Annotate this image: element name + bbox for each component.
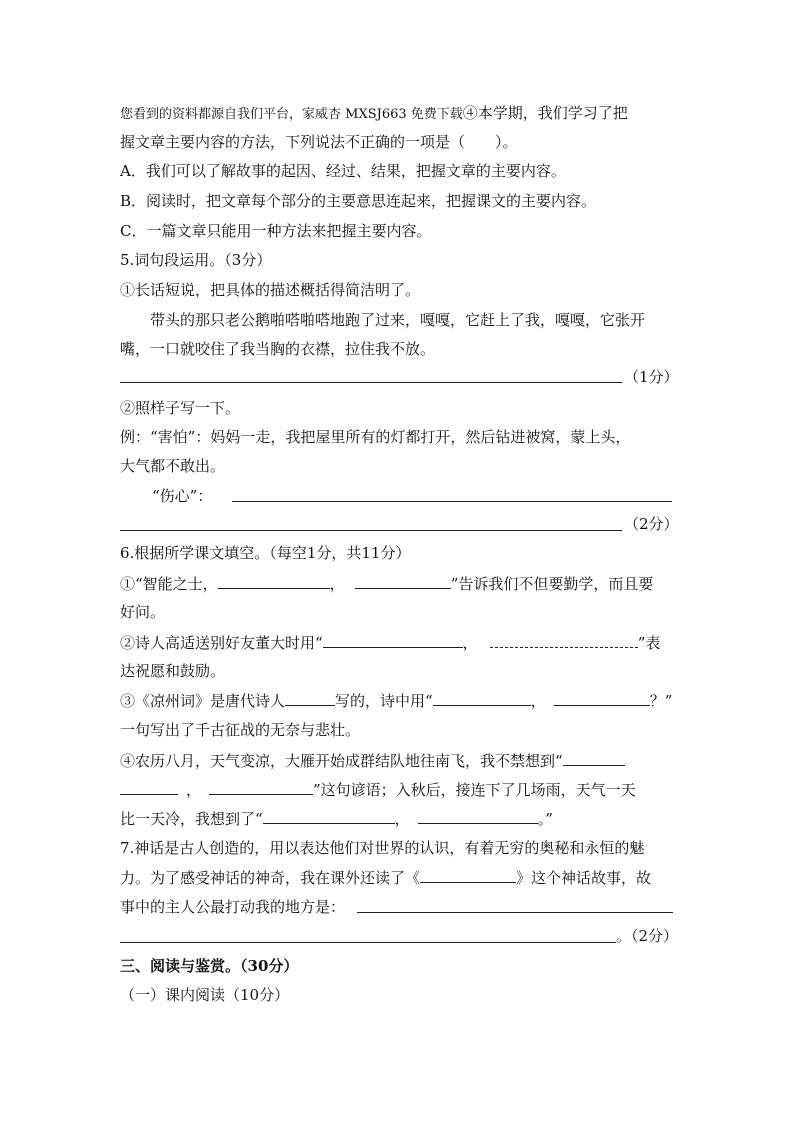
q6-s3-text-b: 写的，诗中用“ (335, 692, 433, 710)
q6-s2-cont: 达祝愿和鼓励。 (120, 662, 226, 680)
q6-s1-cont: 好问。 (120, 603, 166, 621)
q4-line2: 握文章主要内容的方法，下列说法不正确的一项是（ ）。 (120, 133, 518, 151)
q6-s4 (120, 750, 625, 771)
q5-example-line1: 例：“害怕”：妈妈一走，我把屋里所有的灯都打开，然后钻进被窝，蒙上头， (120, 428, 631, 446)
q6-s4-text-c: ”这句谚语；入秋后，接连下了几场雨，天气一天 (313, 781, 636, 799)
q6-s1 (120, 573, 653, 594)
q5-sub2-score: （2分） (624, 515, 679, 533)
q4-line1 (120, 103, 628, 125)
q6-s4-line3 (120, 808, 553, 829)
q6-s4-text-f: 。” (537, 810, 553, 828)
q5-sub1-title: ①长话短说，把具体的描述概括得简洁明了。 (120, 281, 421, 299)
q7-answer-line1[interactable] (357, 912, 673, 913)
section3-subtitle: （一）课内阅读（10分） (120, 986, 290, 1004)
q5-sub2-answer-line1[interactable] (232, 501, 672, 502)
q6-blank-8-cont[interactable] (120, 779, 178, 795)
q6-blank-2[interactable] (355, 573, 451, 589)
watermark-text: 您看到的资料都源自我们平台，家威杏 MXSJ663 免费下载 (120, 107, 463, 122)
q6-s3 (120, 690, 672, 711)
q4-option-b: B．阅读时，把文章每个部分的主要意思连起来，把握课文的主要内容。 (120, 192, 597, 210)
q5-example-line2: 大气都不敢出。 (120, 457, 226, 475)
q6-title: 6.根据所学课文填空。（每空1分，共11分） (120, 544, 411, 562)
q6-s4-text-a: ④农历八月，天气变凉，大雁开始成群结队地往南飞，我不禁想到“ (120, 752, 563, 770)
q7-line1: 7.神话是古人创造的，用以表达他们对世界的认识，有着无穷的奥秘和永恒的魅 (120, 839, 645, 857)
q7-line3: 事中的主人公最打动我的地方是： (120, 898, 346, 916)
q5-sub1-score: （1分） (624, 368, 679, 386)
q6-s3-cont: 一句写出了千古征战的无奈与悲壮。 (120, 721, 361, 739)
q5-title: 5.词句段运用。（3分） (120, 251, 272, 269)
q6-s2-text-a: ②诗人高适送别好友董大时用“ (120, 634, 323, 652)
q5-sub1-answer-line[interactable] (120, 382, 622, 383)
q4-stem-start: ④本学期，我们学习了把 (462, 104, 628, 122)
q6-blank-5[interactable] (285, 690, 335, 706)
q6-s2 (120, 632, 660, 653)
q6-s4-text-b: ， (186, 781, 202, 799)
q5-prompt-word: “伤心”： (152, 487, 213, 505)
q6-blank-3[interactable] (323, 632, 463, 648)
q7-answer-line2[interactable] (120, 942, 616, 943)
q6-s3-text-d: ？” (649, 692, 673, 710)
q5-sub2-answer-line2[interactable] (120, 530, 622, 531)
q6-s2-text-c: ”表 (637, 634, 661, 652)
q5-passage-line2: 嘴，一口就咬住了我当胸的衣襟，拉住我不放。 (120, 340, 436, 358)
q6-blank-1[interactable] (218, 573, 330, 589)
q6-s1-text-b: ， (329, 575, 345, 593)
q6-s2-text-b: ， (462, 634, 478, 652)
q6-blank-9[interactable] (209, 779, 313, 795)
q6-s1-text-a: ①“智能之士， (120, 575, 218, 593)
q6-s4-text-d: 比一天冷，我想到了“ (120, 810, 263, 828)
q4-option-a: A．我们可以了解故事的起因、经过、结果，把握文章的主要内容。 (120, 162, 566, 180)
q6-s4-text-e: ， (394, 810, 410, 828)
q7-score: 。（2分） (616, 927, 679, 945)
q7-text-b: 》这个神话故事，故 (516, 869, 652, 887)
section3-title: 三、阅读与鉴赏。（30分） (120, 957, 299, 975)
q6-s1-text-c: ”告诉我们不但要勤学，而且要 (450, 575, 654, 593)
q6-blank-7[interactable] (554, 690, 650, 706)
q6-blank-11[interactable] (418, 808, 538, 824)
q7-book-title-blank[interactable] (420, 867, 516, 883)
q6-blank-10[interactable] (263, 808, 395, 824)
q5-passage-line1: 带头的那只老公鹅啪嗒啪嗒地跑了过来，嘎嘎，它赶上了我，嘎嘎，它张开 (150, 311, 646, 329)
q6-blank-8[interactable] (563, 750, 625, 766)
q6-blank-6[interactable] (433, 690, 531, 706)
q5-sub2-title: ②照样子写一下。 (120, 399, 241, 417)
q6-blank-4[interactable] (490, 632, 638, 648)
q6-s3-text-c: ， (530, 692, 546, 710)
q7-text-a: 力。为了感受神话的神奇，我在课外还读了《 (120, 869, 421, 887)
q6-s4-line2 (120, 779, 636, 800)
q4-option-c: C．一篇文章只能用一种方法来把握主要内容。 (120, 222, 432, 240)
q7-line2 (120, 867, 651, 888)
q6-s3-text-a: ③《凉州词》是唐代诗人 (120, 692, 286, 710)
